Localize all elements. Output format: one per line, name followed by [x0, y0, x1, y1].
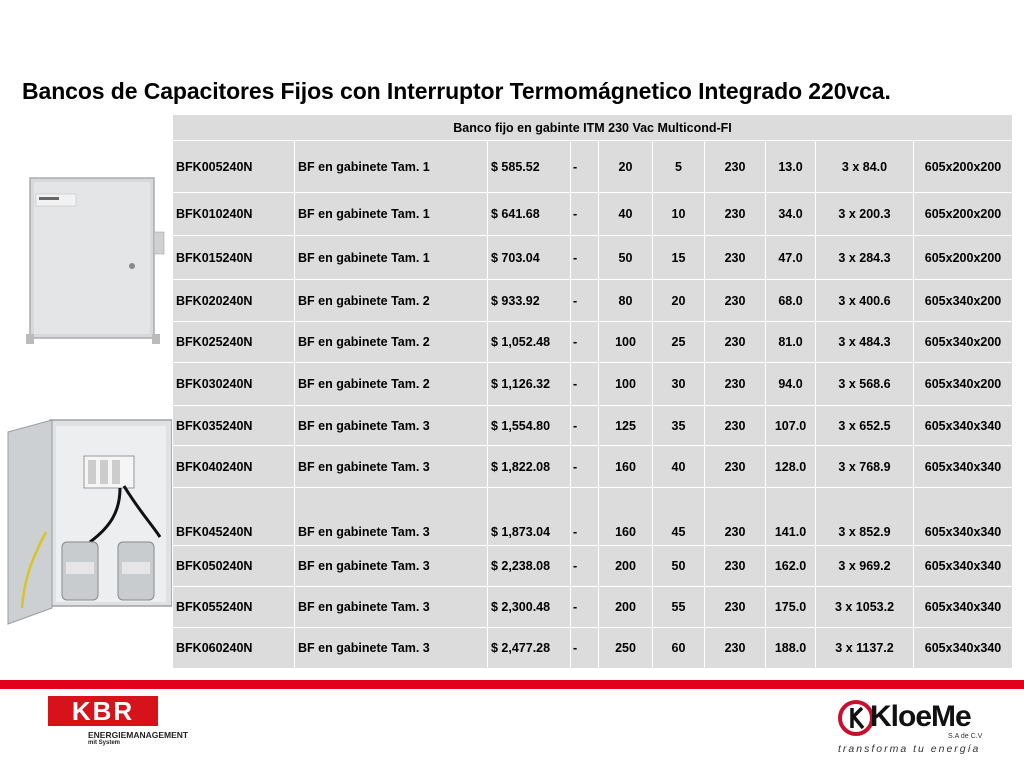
cell-price: $ 1,822.08: [488, 446, 571, 488]
cell-price: $ 641.68: [488, 193, 571, 236]
cell-dimensions: 605x340x200: [914, 363, 1013, 406]
kloeme-k-icon: [838, 698, 874, 738]
cell-dimensions: 605x340x340: [914, 546, 1013, 587]
cell-dash: -: [571, 446, 599, 488]
cell-price: $ 1,052.48: [488, 322, 571, 363]
cell-code: BFK040240N: [173, 446, 295, 488]
cell-desc: BF en gabinete Tam. 2: [295, 280, 488, 322]
cell-capacitance: 3 x 652.5: [816, 406, 914, 446]
cell-desc: BF en gabinete Tam. 1: [295, 193, 488, 236]
cell-dash: -: [571, 406, 599, 446]
cell-current: 13.0: [766, 141, 816, 193]
cell-code: BFK010240N: [173, 193, 295, 236]
cell-code: BFK015240N: [173, 236, 295, 280]
cell-desc: BF en gabinete Tam. 3: [295, 546, 488, 587]
footer-accent-bar: [0, 680, 1024, 689]
cell-kvar: 15: [653, 236, 705, 280]
cell-breaker-amps: 160: [599, 488, 653, 546]
kloeme-suffix: S.A de C.V: [948, 733, 983, 740]
cell-desc: BF en gabinete Tam. 2: [295, 322, 488, 363]
cell-breaker-amps: 100: [599, 322, 653, 363]
open-cabinet-photo: [0, 412, 178, 652]
cell-code: BFK025240N: [173, 322, 295, 363]
cell-kvar: 35: [653, 406, 705, 446]
cell-dimensions: 605x340x340: [914, 488, 1013, 546]
cell-current: 81.0: [766, 322, 816, 363]
cell-voltage: 230: [705, 141, 766, 193]
cell-current: 34.0: [766, 193, 816, 236]
cell-kvar: 20: [653, 280, 705, 322]
cell-desc: BF en gabinete Tam. 1: [295, 236, 488, 280]
cell-dimensions: 605x340x200: [914, 322, 1013, 363]
cell-voltage: 230: [705, 406, 766, 446]
cell-price: $ 1,554.80: [488, 406, 571, 446]
cell-voltage: 230: [705, 546, 766, 587]
cell-dimensions: 605x340x340: [914, 587, 1013, 628]
cell-desc: BF en gabinete Tam. 3: [295, 406, 488, 446]
table-row: [173, 446, 1013, 488]
cell-code: BFK060240N: [173, 628, 295, 669]
cell-capacitance: 3 x 284.3: [816, 236, 914, 280]
cell-kvar: 10: [653, 193, 705, 236]
cell-dash: -: [571, 141, 599, 193]
closed-cabinet-photo: [24, 172, 172, 348]
kloeme-tagline: transforma tu energía: [838, 743, 981, 755]
cell-current: 175.0: [766, 587, 816, 628]
table-row: [173, 587, 1013, 628]
cell-code: BFK045240N: [173, 488, 295, 546]
cell-voltage: 230: [705, 363, 766, 406]
table-row: [173, 193, 1013, 236]
table-row: [173, 141, 1013, 193]
cell-price: $ 703.04: [488, 236, 571, 280]
cell-capacitance: 3 x 1137.2: [816, 628, 914, 669]
cell-breaker-amps: 125: [599, 406, 653, 446]
cell-code: BFK005240N: [173, 141, 295, 193]
cell-current: 128.0: [766, 446, 816, 488]
cell-current: 141.0: [766, 488, 816, 546]
cell-capacitance: 3 x 484.3: [816, 322, 914, 363]
table-caption: Banco fijo en gabinte ITM 230 Vac Multicond-FI: [173, 115, 1013, 141]
cell-current: 162.0: [766, 546, 816, 587]
table-row: [173, 488, 1013, 546]
cell-current: 94.0: [766, 363, 816, 406]
kbr-logo: [48, 696, 188, 746]
cell-breaker-amps: 250: [599, 628, 653, 669]
cell-capacitance: 3 x 1053.2: [816, 587, 914, 628]
cell-desc: BF en gabinete Tam. 3: [295, 488, 488, 546]
kloeme-name: KloeMe: [870, 700, 971, 733]
cell-kvar: 60: [653, 628, 705, 669]
cell-kvar: 25: [653, 322, 705, 363]
cell-breaker-amps: 20: [599, 141, 653, 193]
cell-capacitance: 3 x 852.9: [816, 488, 914, 546]
cell-dash: -: [571, 280, 599, 322]
cell-kvar: 55: [653, 587, 705, 628]
capacitor-bank-table: [172, 114, 1013, 669]
table-row: [173, 363, 1013, 406]
cell-capacitance: 3 x 400.6: [816, 280, 914, 322]
cell-voltage: 230: [705, 280, 766, 322]
page-title: Bancos de Capacitores Fijos con Interruptor Termomágnetico Integrado 220vca.: [22, 78, 891, 104]
cell-dimensions: 605x340x340: [914, 406, 1013, 446]
cell-current: 68.0: [766, 280, 816, 322]
cell-desc: BF en gabinete Tam. 3: [295, 628, 488, 669]
cell-code: BFK035240N: [173, 406, 295, 446]
cell-price: $ 2,477.28: [488, 628, 571, 669]
kbr-logo-line1: ENERGIEMANAGEMENT: [88, 730, 189, 740]
cell-dimensions: 605x200x200: [914, 236, 1013, 280]
cell-dimensions: 605x340x340: [914, 446, 1013, 488]
cell-breaker-amps: 100: [599, 363, 653, 406]
cell-breaker-amps: 50: [599, 236, 653, 280]
cell-capacitance: 3 x 568.6: [816, 363, 914, 406]
cell-current: 47.0: [766, 236, 816, 280]
cell-dash: -: [571, 628, 599, 669]
cell-voltage: 230: [705, 322, 766, 363]
cell-dash: -: [571, 322, 599, 363]
cell-breaker-amps: 160: [599, 446, 653, 488]
cell-dash: -: [571, 363, 599, 406]
cell-dimensions: 605x200x200: [914, 193, 1013, 236]
cell-breaker-amps: 80: [599, 280, 653, 322]
table-row: [173, 546, 1013, 587]
cell-voltage: 230: [705, 587, 766, 628]
cell-dimensions: 605x200x200: [914, 141, 1013, 193]
cell-price: $ 933.92: [488, 280, 571, 322]
cell-voltage: 230: [705, 236, 766, 280]
cell-capacitance: 3 x 200.3: [816, 193, 914, 236]
table-row: [173, 322, 1013, 363]
cell-breaker-amps: 200: [599, 587, 653, 628]
cell-kvar: 30: [653, 363, 705, 406]
cell-kvar: 5: [653, 141, 705, 193]
cell-voltage: 230: [705, 628, 766, 669]
cell-desc: BF en gabinete Tam. 3: [295, 446, 488, 488]
cell-kvar: 40: [653, 446, 705, 488]
table-row: [173, 406, 1013, 446]
kbr-logo-mark: KBR: [48, 696, 158, 726]
cell-capacitance: 3 x 768.9: [816, 446, 914, 488]
kloeme-logo: [838, 698, 988, 758]
cell-breaker-amps: 40: [599, 193, 653, 236]
cell-current: 107.0: [766, 406, 816, 446]
cell-kvar: 45: [653, 488, 705, 546]
cell-code: BFK030240N: [173, 363, 295, 406]
cell-price: $ 2,300.48: [488, 587, 571, 628]
cell-desc: BF en gabinete Tam. 3: [295, 587, 488, 628]
cell-kvar: 50: [653, 546, 705, 587]
cell-dash: -: [571, 488, 599, 546]
cell-current: 188.0: [766, 628, 816, 669]
cell-desc: BF en gabinete Tam. 2: [295, 363, 488, 406]
cell-code: BFK020240N: [173, 280, 295, 322]
cell-dimensions: 605x340x340: [914, 628, 1013, 669]
table-row: [173, 628, 1013, 669]
cell-price: $ 1,126.32: [488, 363, 571, 406]
table-row: [173, 236, 1013, 280]
cell-price: $ 585.52: [488, 141, 571, 193]
cell-dash: -: [571, 546, 599, 587]
cell-voltage: 230: [705, 488, 766, 546]
cell-price: $ 2,238.08: [488, 546, 571, 587]
cell-breaker-amps: 200: [599, 546, 653, 587]
cell-dash: -: [571, 193, 599, 236]
cell-code: BFK055240N: [173, 587, 295, 628]
cell-code: BFK050240N: [173, 546, 295, 587]
table-row: [173, 280, 1013, 322]
cell-dimensions: 605x340x200: [914, 280, 1013, 322]
cell-capacitance: 3 x 84.0: [816, 141, 914, 193]
cell-desc: BF en gabinete Tam. 1: [295, 141, 488, 193]
cell-voltage: 230: [705, 193, 766, 236]
cell-capacitance: 3 x 969.2: [816, 546, 914, 587]
table-caption-row: [173, 115, 1013, 141]
cell-dash: -: [571, 587, 599, 628]
kbr-logo-line2: mit System: [88, 740, 121, 746]
cell-dash: -: [571, 236, 599, 280]
cell-price: $ 1,873.04: [488, 488, 571, 546]
cell-voltage: 230: [705, 446, 766, 488]
